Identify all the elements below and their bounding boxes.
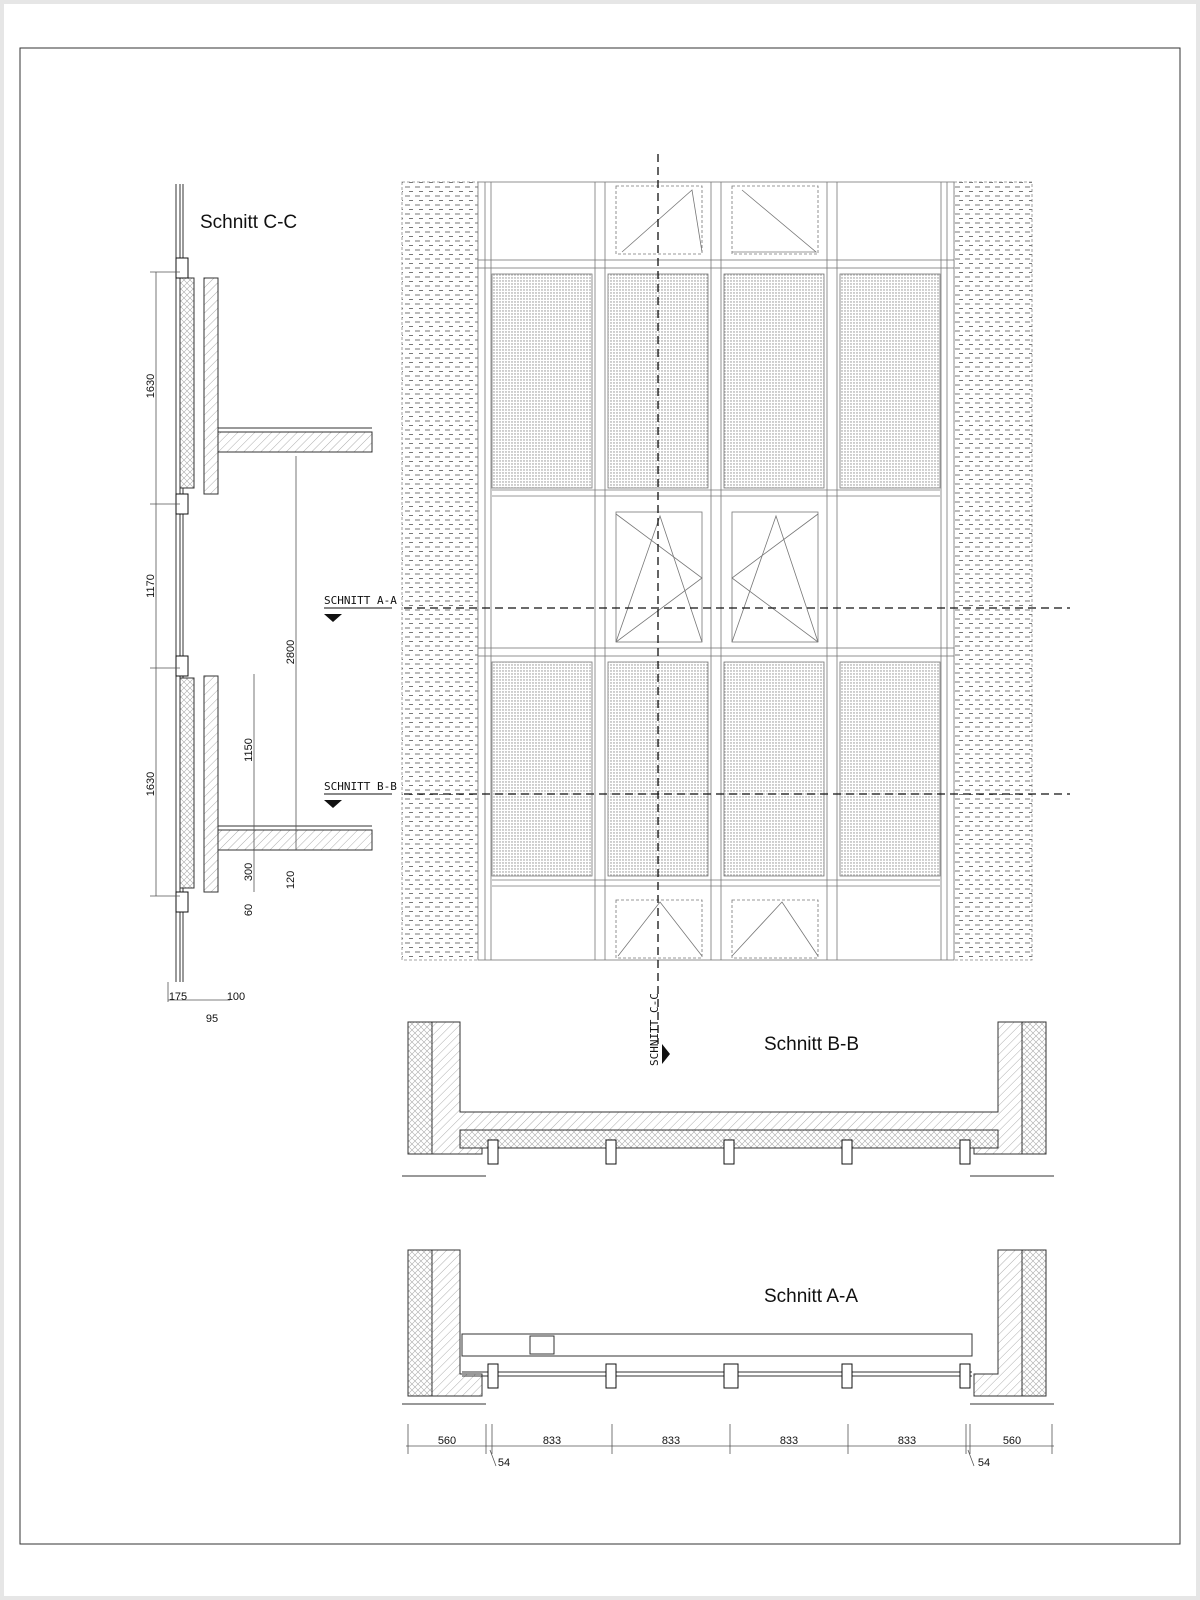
dim-aa-2: 833 bbox=[661, 1435, 681, 1447]
section-marker-aa-label: SCHNITT A-A bbox=[324, 594, 397, 607]
cc-inner-wall-upper bbox=[204, 278, 218, 494]
section-marker-bb bbox=[324, 780, 397, 808]
dim-cc-bottom: 60 bbox=[243, 903, 255, 917]
section-marker-cc-label: SCHNITT C-C bbox=[648, 993, 661, 1066]
dim-cc-cavity: 95 bbox=[205, 1013, 219, 1025]
bb-wall-left bbox=[408, 1022, 432, 1154]
aa-concrete-right bbox=[974, 1250, 1022, 1396]
section-bb-title: Schnitt B-B bbox=[764, 1034, 860, 1055]
section-aa-title: Schnitt A-A bbox=[764, 1286, 858, 1307]
section-aa bbox=[402, 1250, 1054, 1469]
dim-cc-floor-height: 2800 bbox=[285, 639, 297, 665]
brick-wall-right bbox=[954, 182, 1032, 960]
cc-panel-lower bbox=[180, 678, 194, 888]
section-marker-aa bbox=[324, 594, 397, 622]
brick-wall-left bbox=[402, 182, 478, 960]
dim-cc-wall: 175 bbox=[168, 991, 188, 1003]
architectural-drawing bbox=[4, 4, 1196, 1596]
dim-cc-slab-offset: 300 bbox=[243, 862, 255, 882]
cc-slab-lower bbox=[218, 830, 372, 850]
aa-wall-left bbox=[408, 1250, 432, 1396]
dim-cc-inner: 100 bbox=[226, 991, 246, 1003]
dim-cc-slab: 120 bbox=[285, 870, 297, 890]
aa-wall-right bbox=[1022, 1250, 1046, 1396]
dim-aa-small-right: 54 bbox=[977, 1457, 991, 1469]
aa-concrete bbox=[432, 1250, 482, 1396]
dim-aa-3: 833 bbox=[779, 1435, 799, 1447]
dim-aa-1: 833 bbox=[542, 1435, 562, 1447]
section-cc-title: Schnitt C-C bbox=[200, 212, 298, 233]
section-bb bbox=[402, 1022, 1054, 1176]
cc-inner-wall-lower bbox=[204, 676, 218, 892]
section-marker-bb-label: SCHNITT B-B bbox=[324, 780, 397, 793]
dim-aa-small-left: 54 bbox=[497, 1457, 511, 1469]
cc-panel-upper bbox=[180, 278, 194, 488]
dim-cc-lower-panel: 1630 bbox=[145, 771, 157, 797]
dim-aa-4: 833 bbox=[897, 1435, 917, 1447]
drawing-sheet bbox=[4, 4, 1196, 1596]
cc-slab-upper bbox=[218, 432, 372, 452]
facade-elevation bbox=[402, 182, 1032, 960]
dim-cc-window: 1170 bbox=[145, 574, 157, 598]
aa-dimension-labels bbox=[438, 1435, 1021, 1469]
bb-wall-right bbox=[1022, 1022, 1046, 1154]
dim-aa-0: 560 bbox=[437, 1435, 457, 1447]
section-marker-cc bbox=[648, 993, 670, 1066]
dim-aa-5: 560 bbox=[1002, 1435, 1022, 1447]
dim-cc-upper-panel: 1630 bbox=[145, 373, 157, 399]
dim-cc-sill: 1150 bbox=[243, 738, 255, 762]
